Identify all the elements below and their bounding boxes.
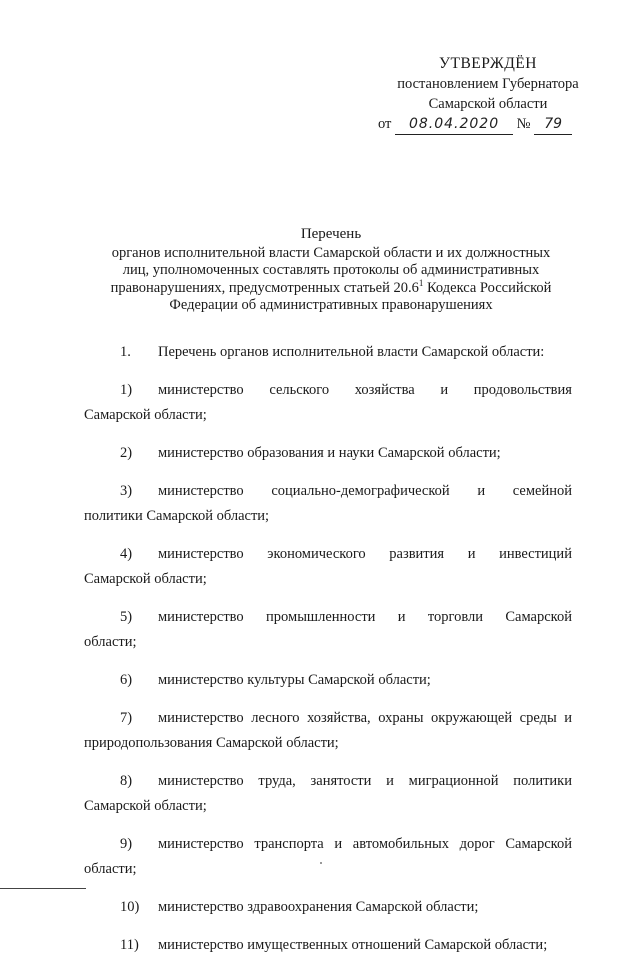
item-word: хозяйства <box>354 382 415 398</box>
item-number: 4) <box>120 546 133 562</box>
document-title <box>84 226 578 315</box>
title-line-1: Перечень <box>300 226 362 242</box>
item-word: и <box>467 546 476 562</box>
item-word: и <box>440 382 449 398</box>
item-number: 7) <box>120 710 133 726</box>
item-text: министерство труда, занятости и миграционной политики <box>158 773 572 789</box>
item-continuation: Самарской области; <box>84 798 207 814</box>
item-gap <box>84 693 572 706</box>
item-text <box>158 483 572 500</box>
list-item <box>84 706 572 756</box>
list-item <box>84 441 572 466</box>
item-number: 10) <box>120 899 140 915</box>
item-continuation: области; <box>84 634 137 650</box>
item-continuation: Самарской области; <box>84 407 207 423</box>
list-item <box>84 668 572 693</box>
item-text: министерство лесного хозяйства, охраны окружающей среды и <box>158 710 572 726</box>
item-number: 6) <box>120 672 133 688</box>
item-word: инвестиций <box>499 546 572 562</box>
item-word: социально-демографической <box>271 483 450 499</box>
handwritten-number: 79 <box>534 114 572 135</box>
item-gap <box>84 882 572 895</box>
approval-stamp <box>378 54 598 135</box>
title-line-3: лиц, уполномоченных составлять протоколы об административных <box>122 262 540 278</box>
item-gap <box>84 920 572 933</box>
title-line-4a: правонарушениях, предусмотренных статьей 20.6 <box>110 279 419 296</box>
list-item <box>84 832 572 882</box>
item-gap <box>84 592 572 605</box>
item-gap <box>84 529 572 542</box>
title-line-5: Федерации об административных правонарушениях <box>169 297 493 313</box>
item-word: министерство <box>158 546 244 562</box>
from-label: от <box>378 116 392 132</box>
approval-date-line <box>378 114 598 135</box>
item-number: 3) <box>120 483 133 499</box>
title-superscript: 1 <box>418 277 424 288</box>
section-number: 1. <box>120 344 131 360</box>
item-text <box>158 382 572 399</box>
item-continuation: Самарской области; <box>84 571 207 587</box>
item-text <box>158 546 572 563</box>
list-item <box>84 769 572 819</box>
item-word: и <box>477 483 486 499</box>
item-text: министерство образования и науки Самарской области; <box>158 445 501 461</box>
list-item <box>84 479 572 529</box>
item-word: сельского <box>269 382 330 398</box>
item-word: семейной <box>512 483 572 499</box>
item-word: министерство <box>158 483 244 499</box>
item-number: 5) <box>120 609 133 625</box>
item-word: торговли <box>427 609 484 625</box>
item-word: Самарской <box>505 609 572 625</box>
item-word: промышленности <box>266 609 376 625</box>
item-gap <box>84 655 572 668</box>
item-word: министерство <box>158 609 244 625</box>
title-line-4 <box>84 277 578 298</box>
item-text: министерство транспорта и автомобильных дорог Самарской <box>158 836 572 852</box>
item-word: развития <box>389 546 445 562</box>
item-text: министерство культуры Самарской области; <box>158 672 431 688</box>
item-word: экономического <box>267 546 366 562</box>
item-word: и <box>397 609 406 625</box>
item-word: министерство <box>158 382 244 398</box>
item-continuation: политики Самарской области; <box>84 508 270 524</box>
footnote-rule <box>0 888 86 889</box>
item-continuation: области; <box>84 861 137 877</box>
item-number: 2) <box>120 445 133 461</box>
items-list <box>84 340 572 958</box>
item-gap <box>84 428 572 441</box>
title-line-2: органов исполнительной власти Самарской области и их должностных <box>111 244 551 261</box>
approval-line-2: Самарской области <box>428 96 548 112</box>
item-number: 11) <box>120 937 139 953</box>
item-number: 8) <box>120 773 133 789</box>
item-number: 9) <box>120 836 133 852</box>
approval-line-1: постановлением Губернатора <box>397 76 579 92</box>
item-gap <box>84 365 572 378</box>
title-line-4b: Кодекса Российской <box>423 279 552 296</box>
list-item <box>84 542 572 592</box>
approval-heading: УТВЕРЖДЁН <box>439 55 537 72</box>
item-text <box>158 609 572 626</box>
scan-mark <box>320 862 322 864</box>
list-item <box>84 895 572 920</box>
list-item <box>84 933 572 958</box>
item-number: 1) <box>120 382 133 398</box>
section-text: Перечень органов исполнительной власти Самарской области: <box>158 344 545 360</box>
number-label: № <box>516 116 531 132</box>
item-gap <box>84 466 572 479</box>
section-heading <box>84 340 572 365</box>
list-item <box>84 378 572 428</box>
item-text: министерство имущественных отношений Самарской области; <box>158 937 548 953</box>
item-gap <box>84 756 572 769</box>
item-gap <box>84 819 572 832</box>
item-continuation: природопользования Самарской области; <box>84 735 339 751</box>
item-word: продовольствия <box>473 382 572 398</box>
list-item <box>84 605 572 655</box>
handwritten-date: 08.04.2020 <box>395 114 513 135</box>
item-text: министерство здравоохранения Самарской области; <box>158 899 479 915</box>
